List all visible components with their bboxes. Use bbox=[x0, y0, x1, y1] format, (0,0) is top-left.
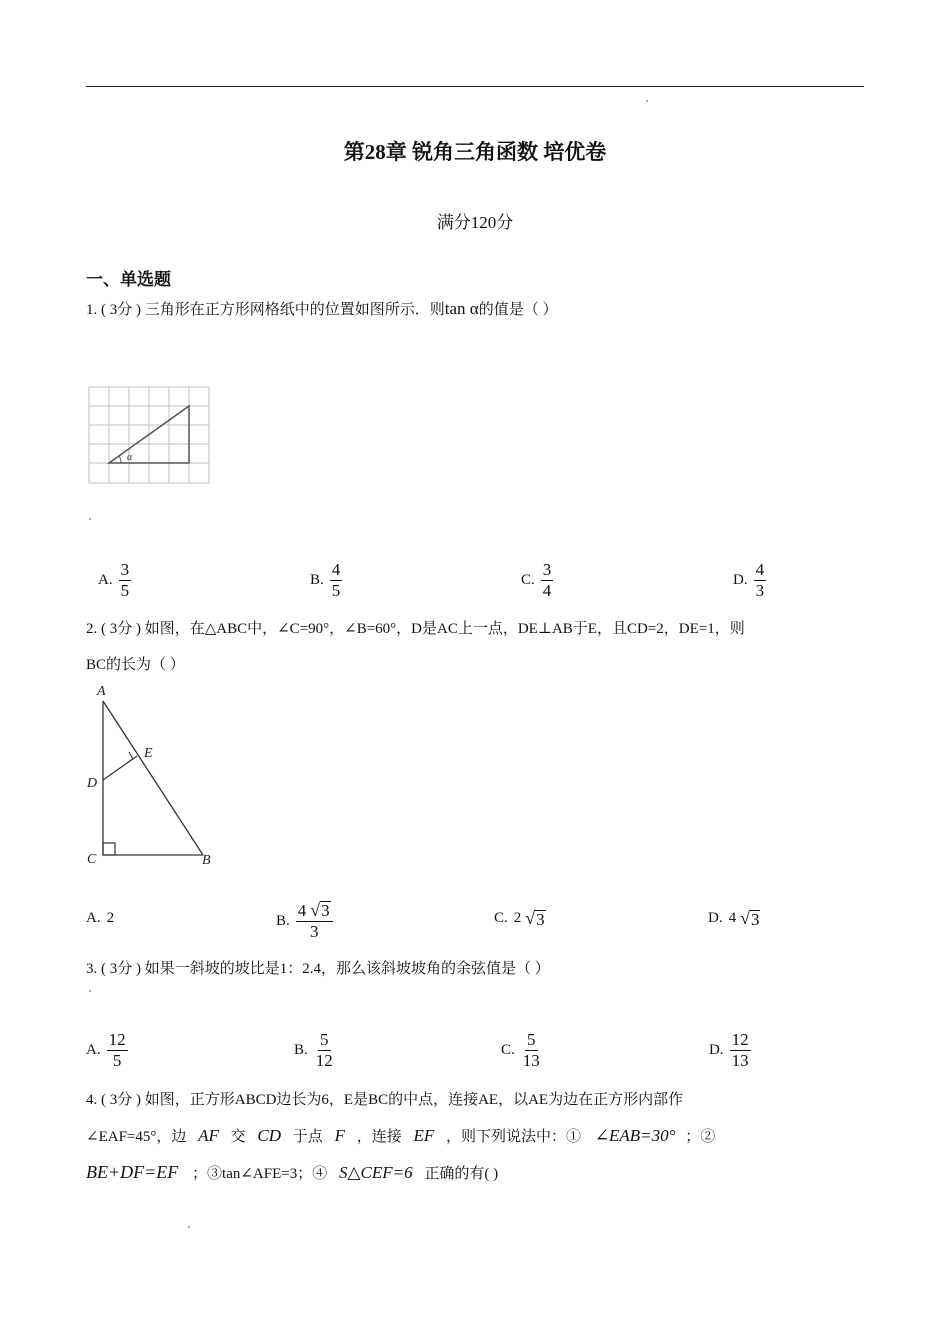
option-label: B. bbox=[310, 572, 324, 588]
option-label: A. bbox=[86, 910, 101, 926]
label-b: B bbox=[202, 853, 211, 868]
side-ab bbox=[103, 701, 203, 855]
label-a: A bbox=[97, 684, 106, 699]
q4-text: ；③tan∠AFE=3；④ bbox=[192, 1166, 328, 1182]
fraction bbox=[296, 900, 333, 942]
q1-option-b[interactable] bbox=[310, 560, 342, 601]
sqrt-sign: √ bbox=[525, 908, 536, 928]
option-label: D. bbox=[708, 910, 723, 926]
q3-option-b[interactable] bbox=[294, 1030, 335, 1071]
question-2-text: 2. ( 3分 ) 如图，在△ABC中，∠C=90°，∠B=60°，D是AC上一点，DE⊥AB于E，且CD=2，DE=1，则 bbox=[86, 621, 745, 637]
question-4-line1: 4. ( 3分 ) 如图，正方形ABCD边长为6，E是BC的中点，连接AE，以AE为边在正方形内部作 bbox=[86, 1092, 684, 1108]
radical bbox=[525, 908, 545, 929]
fraction bbox=[521, 1030, 542, 1071]
radicand: 3 bbox=[750, 910, 760, 929]
q4-math-ef: EF bbox=[413, 1126, 435, 1145]
numerator: 4 bbox=[331, 560, 341, 579]
q1-option-c[interactable] bbox=[521, 560, 553, 601]
denominator: 13 bbox=[522, 1051, 540, 1070]
q1-option-a[interactable] bbox=[98, 560, 131, 601]
numerator: 12 bbox=[731, 1030, 749, 1049]
q4-math-cd: CD bbox=[257, 1126, 282, 1145]
question-4-line3 bbox=[86, 1162, 498, 1184]
stray-dot bbox=[89, 990, 91, 992]
q3-option-d[interactable] bbox=[709, 1030, 751, 1071]
numerator: 5 bbox=[320, 1030, 329, 1049]
option-value: 2 bbox=[106, 910, 115, 926]
sqrt-sign: √ bbox=[310, 900, 321, 920]
label-e: E bbox=[144, 746, 153, 761]
option-label: B. bbox=[276, 912, 290, 929]
denominator: 5 bbox=[120, 581, 130, 600]
fraction bbox=[541, 560, 554, 601]
q4-math-be-df-ef: BE+DF=EF bbox=[86, 1162, 179, 1182]
coefficient: 4 bbox=[297, 901, 307, 920]
radical bbox=[310, 900, 330, 920]
coefficient: 4 bbox=[728, 910, 737, 926]
denominator: 5 bbox=[331, 581, 341, 600]
stray-dot bbox=[188, 1226, 190, 1228]
denominator: 12 bbox=[315, 1051, 333, 1070]
fraction bbox=[119, 560, 132, 601]
angle-arc bbox=[119, 456, 121, 463]
fraction bbox=[107, 1030, 128, 1071]
q2-triangle-figure bbox=[84, 683, 219, 871]
fraction bbox=[314, 1030, 335, 1071]
header-rule bbox=[86, 86, 864, 87]
q2-option-b[interactable] bbox=[276, 900, 333, 942]
numerator: 3 bbox=[120, 560, 130, 579]
option-label: D. bbox=[709, 1042, 724, 1058]
right-angle-e bbox=[127, 752, 133, 763]
right-angle-c bbox=[103, 843, 115, 855]
question-4-line2 bbox=[86, 1126, 715, 1147]
q4-math-angle-eab: ∠EAB=30° bbox=[594, 1126, 676, 1145]
numerator: 5 bbox=[527, 1030, 536, 1049]
q1-option-d[interactable] bbox=[733, 560, 766, 601]
option-label: D. bbox=[733, 572, 748, 588]
fraction bbox=[754, 560, 767, 601]
q2-option-a[interactable] bbox=[86, 910, 114, 927]
denominator: 13 bbox=[731, 1051, 749, 1070]
radical bbox=[740, 908, 760, 929]
radicand: 3 bbox=[321, 901, 330, 920]
fraction bbox=[730, 1030, 751, 1071]
q1-math-tan-alpha: tan α bbox=[444, 299, 479, 318]
denominator: 3 bbox=[755, 581, 765, 600]
q4-text: 正确的有( ) bbox=[424, 1166, 499, 1182]
question-2-text-line2: BC的长为（ ） bbox=[86, 657, 185, 673]
page-subtitle: 满分120分 bbox=[436, 213, 514, 232]
option-label: B. bbox=[294, 1042, 308, 1058]
option-label: A. bbox=[98, 572, 113, 588]
label-d: D bbox=[87, 776, 98, 791]
page-title: 第28章 锐角三角函数 培优卷 bbox=[343, 140, 607, 164]
q3-option-c[interactable] bbox=[501, 1030, 542, 1071]
alpha-label: α bbox=[127, 452, 133, 463]
question-3-text: 3. ( 3分 ) 如果一斜坡的坡比是1：2.4，那么该斜坡坡角的余弦值是（ ） bbox=[86, 961, 550, 977]
numerator: 3 bbox=[542, 560, 552, 579]
stray-dot bbox=[646, 100, 648, 102]
option-label: C. bbox=[494, 910, 508, 926]
radicand: 3 bbox=[536, 910, 545, 929]
sqrt-sign: √ bbox=[740, 908, 750, 928]
q2-option-d[interactable] bbox=[708, 908, 760, 929]
q4-text: ∠EAF=45°，边 bbox=[86, 1129, 187, 1145]
fraction bbox=[330, 560, 343, 601]
q1-grid-figure bbox=[88, 386, 210, 486]
q4-math-af: AF bbox=[198, 1126, 219, 1145]
q3-option-a[interactable] bbox=[86, 1030, 128, 1071]
q4-text: ；② bbox=[685, 1129, 716, 1145]
numerator: 4 bbox=[755, 560, 765, 579]
stray-dot bbox=[89, 518, 91, 520]
q4-text: 交 bbox=[230, 1129, 246, 1145]
coefficient: 2 bbox=[513, 910, 522, 926]
section-heading: 一、单选题 bbox=[86, 270, 171, 289]
question-1-text bbox=[86, 299, 557, 320]
q4-text: ，连接 bbox=[356, 1129, 402, 1145]
denominator: 5 bbox=[112, 1051, 122, 1070]
q4-text: ，则下列说法中：① bbox=[446, 1129, 582, 1145]
option-label: C. bbox=[501, 1042, 515, 1058]
option-label: C. bbox=[521, 572, 535, 588]
option-label: A. bbox=[86, 1042, 101, 1058]
q2-option-c[interactable] bbox=[494, 908, 546, 929]
denominator: 3 bbox=[309, 922, 319, 941]
q4-math-area-cef: S△CEF=6 bbox=[338, 1163, 413, 1182]
numerator: 12 bbox=[108, 1030, 126, 1049]
q4-math-f: F bbox=[334, 1126, 345, 1145]
q4-text: 于点 bbox=[292, 1129, 323, 1145]
q1-tail: 的值是（ ） bbox=[478, 302, 558, 318]
label-c: C bbox=[87, 852, 97, 867]
denominator: 4 bbox=[542, 581, 552, 600]
q1-stem: 1. ( 3分 ) 三角形在正方形网格纸中的位置如图所示．则 bbox=[86, 302, 445, 318]
numerator bbox=[296, 900, 333, 922]
